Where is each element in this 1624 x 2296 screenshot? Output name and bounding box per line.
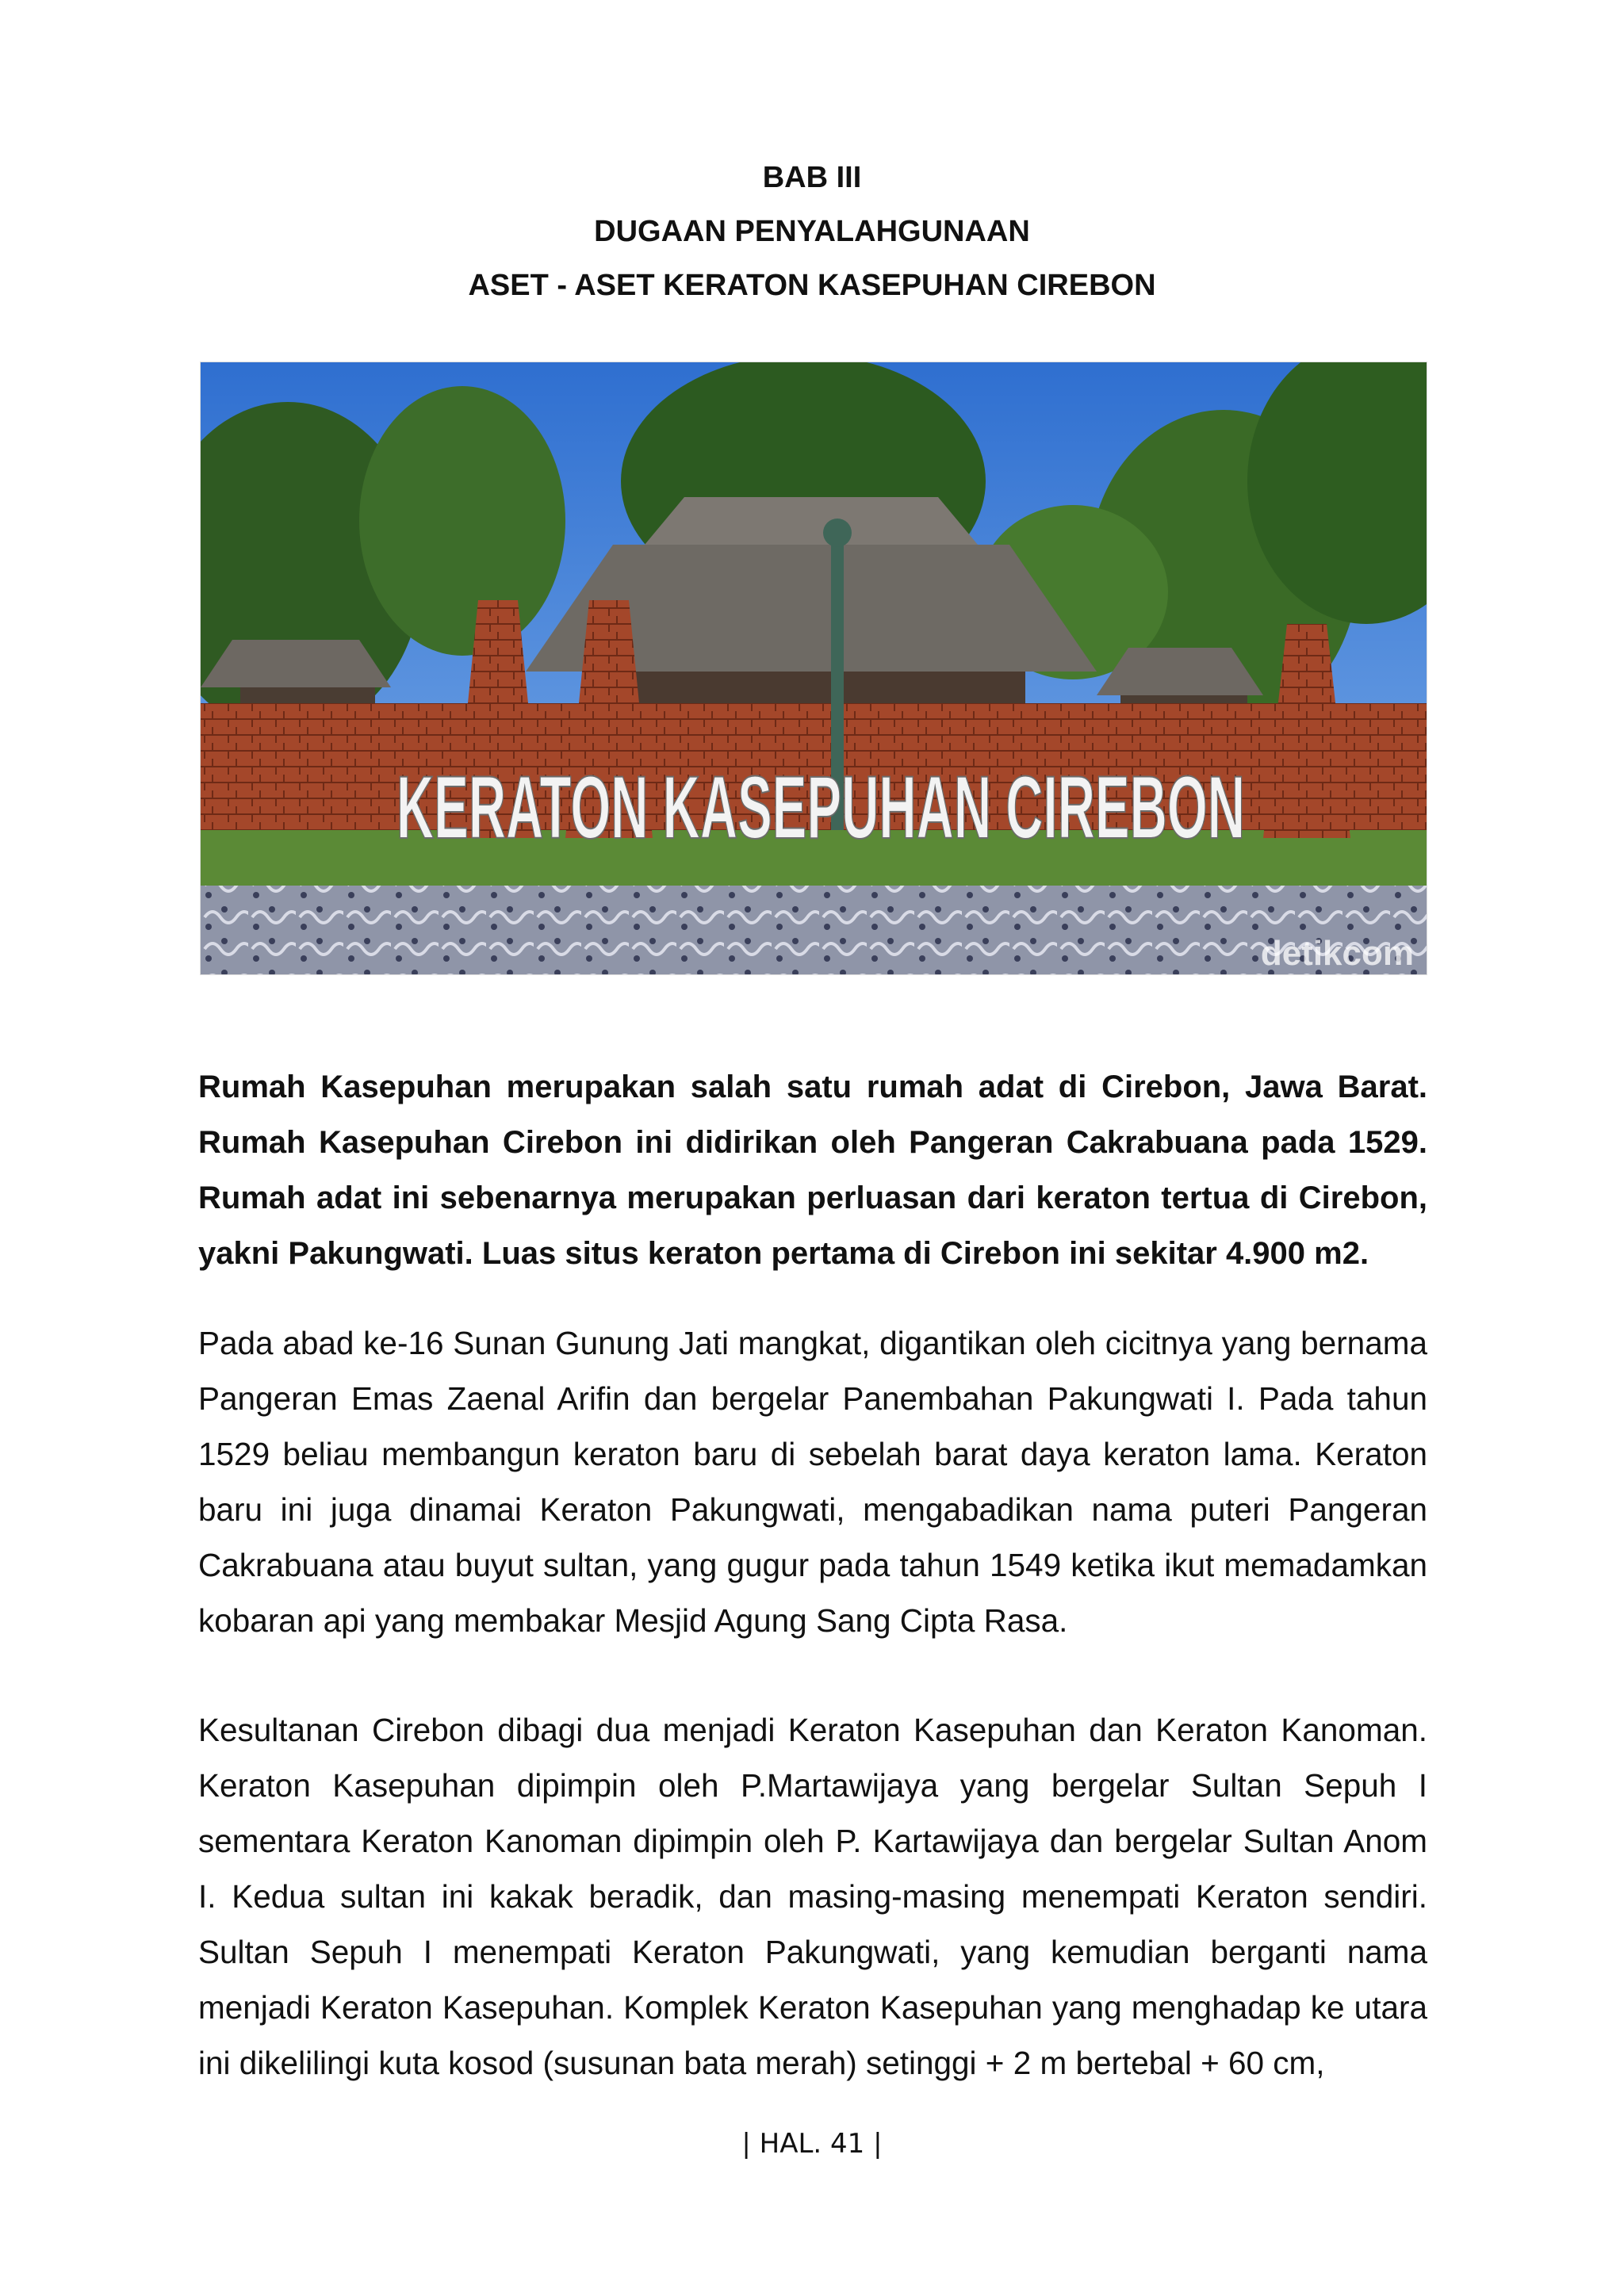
history-paragraph: Pada abad ke-16 Sunan Gunung Jati mangkat, digantikan oleh cicitnya yang bernama Pangeran Emas Zaenal Arifin dan bergelar Panembahan Pakungwati I. Pada tahun 1529 beliau membangun keraton baru di sebelah barat daya keraton lama. Keraton baru ini juga dinamai Keraton Pakungwati, mengabadikan nama puteri Pangeran Cakrabuana atau buyut sultan, yang gugur pada tahun 1549 ketika ikut memadamkan kobaran api yang membakar Mesjid Agung Sang Cipta Rasa. <box>198 1324 1427 1639</box>
photo-illustration <box>201 362 1427 974</box>
batik-border <box>201 886 1427 974</box>
lamp-head <box>823 519 852 547</box>
chapter-subtitle: ASET - ASET KERATON KASEPUHAN CIREBON <box>468 269 1156 302</box>
chapter-title: DUGAAN PENYALAHGUNAAN <box>594 215 1030 248</box>
keraton-photo <box>200 362 1427 975</box>
watermark: detikcom <box>1260 934 1414 973</box>
intro-paragraph: Rumah Kasepuhan merupakan salah satu rumah adat di Cirebon, Jawa Barat. Rumah Kasepuhan Cirebon ini didirikan oleh Pangeran Cakrabuana pada 1529. Rumah adat ini sebenarnya merupakan perluasan dari keraton tertua di Cirebon, yakni Pakungwati. Luas situs keraton pertama di Cirebon ini sekitar 4.900 m2. <box>198 1070 1427 1271</box>
sign-text: KERATON KASEPUHAN CIREBON <box>396 758 1245 857</box>
page-number: | HAL. 41 | <box>741 2128 883 2160</box>
chapter-number: BAB III <box>762 161 862 194</box>
chapter-heading <box>0 151 1624 312</box>
sultanate-paragraph: Kesultanan Cirebon dibagi dua menjadi Keraton Kasepuhan dan Keraton Kanoman. Keraton Kasepuhan dipimpin oleh P.Martawijaya yang bergelar Sultan Sepuh I sementara Keraton Kanoman dipimpin oleh P. Kartawijaya dan bergelar Sultan Anom I. Kedua sultan ini kakak beradik, dan masing-masing menempati Keraton sendiri. Sultan Sepuh I menempati Keraton Pakungwati, yang kemudian berganti nama menjadi Keraton Kasepuhan. Komplek Keraton Kasepuhan yang menghadap ke utara ini dikelilingi kuta kosod (susunan bata merah) setinggi + 2 m bertebal + 60 cm, <box>198 1711 1427 2081</box>
